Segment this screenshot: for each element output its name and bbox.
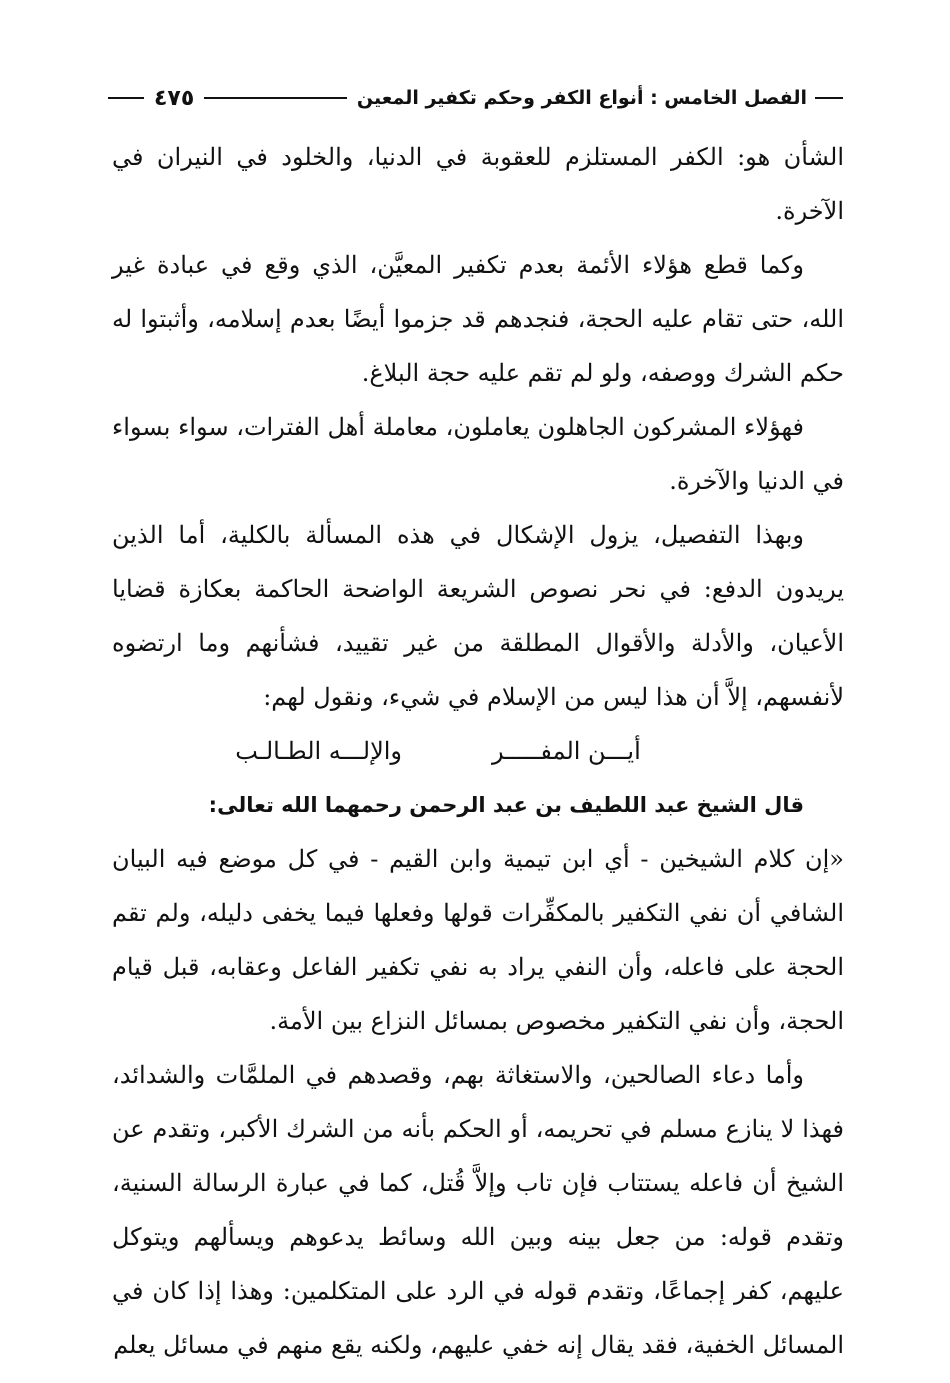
- header-rule: [204, 97, 347, 99]
- paragraph: وأما دعاء الصالحين، والاستغاثة بهم، وقصدهم في الملمَّات والشدائد، فهذا لا ينازع مسلم في تحريمه، أو الحكم بأنه من الشرك الأكبر، وتقدم عن الشيخ أن فاعله يستتاب فإن تاب وإلاَّ قُتل، كما في عبارة الرسالة السنية، وتقدم قوله: من جعل بينه وبين الله وسائط يدعوهم ويسألهم ويتوكل عليهم، كفر إجماعًا، وتقدم قوله في الرد على المتكلمين: وهذا إذا كان في المسائل الخفية، فقد يقال إنه خفي عليهم، ولكنه يقع منهم في مسائل يعلم: [112, 1061, 845, 1359]
- header-dash: [108, 97, 144, 99]
- body-text: [112, 130, 844, 1372]
- poem-hemistich-second: والإلـــه الطـالـب: [235, 737, 403, 765]
- running-header: [108, 78, 843, 118]
- header-dash: [815, 97, 843, 99]
- paragraph: فهؤلاء المشركون الجاهلون يعاملون، معاملة أهل الفترات، سواء بسواء في الدنيا والآخرة.: [112, 413, 844, 495]
- quote-heading: قال الشيخ عبد اللطيف بن عبد الرحمن رحمهما الله تعالى:: [208, 793, 804, 817]
- poem-verse: [112, 724, 844, 778]
- page-number: ٤٧٥: [154, 85, 195, 111]
- paragraph: وكما قطع هؤلاء الأئمة بعدم تكفير المعيَّن، الذي وقع في عبادة غير الله، حتى تقام عليه الحجة، فنجدهم قد جزموا أيضًا بعدم إسلامه، وأثبتوا له حكم الشرك ووصفه، ولو لم تقم عليه حجة البلاغ.: [112, 251, 844, 387]
- paragraph: وبهذا التفصيل، يزول الإشكال في هذه المسألة بالكلية، أما الذين يريدون الدفع: في نحر نصوص الشريعة الواضحة الحاكمة بعكازة قضايا الأعيان، والأدلة والأقوال المطلقة من غير تقييد، فشأنهم وما ارتضوه لأنفسهم، إلاَّ أن هذا ليس من الإسلام في شيء، ونقول لهم:: [112, 521, 844, 711]
- paragraph: «إن كلام الشيخين - أي ابن تيمية وابن القيم - في كل موضع فيه البيان الشافي أن نفي التكفير بالمكفِّرات قولها وفعلها فيما يخفى دليله، ولم تقم الحجة على فاعله، وأن النفي يراد به نفي تكفير الفاعل وعقابه، قبل قيام الحجة، وأن نفي التكفير مخصوص بمسائل النزاع بين الأمة.: [112, 845, 844, 1035]
- running-title: الفصل الخامس : أنواع الكفر وحكم تكفير المعين: [356, 87, 807, 109]
- paragraph: الشأن هو: الكفر المستلزم للعقوبة في الدنيا، والخلود في النيران في الآخرة.: [112, 143, 844, 225]
- poem-hemistich-first: أيـــن المفـــــر: [492, 737, 641, 765]
